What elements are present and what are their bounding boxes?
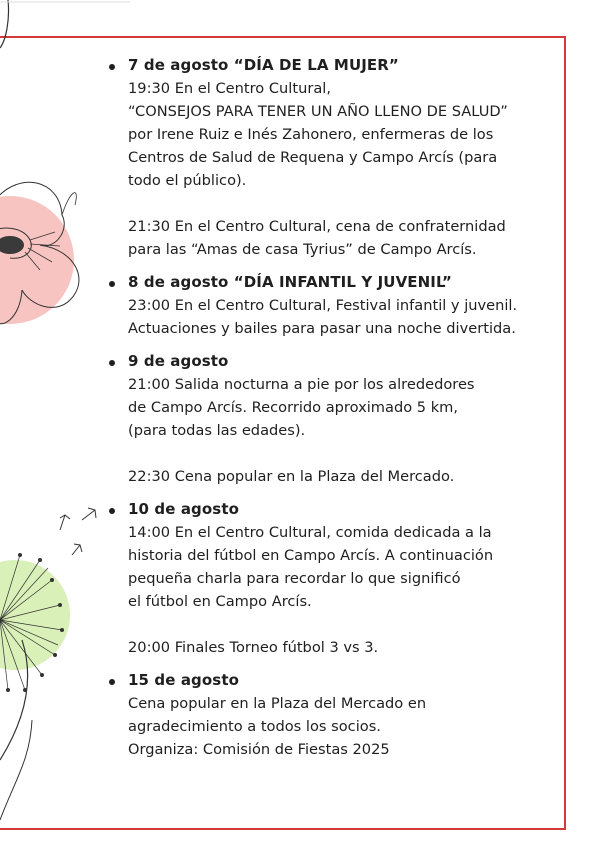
- event-line: “CONSEJOS PARA TENER UN AÑO LLENO DE SALUD”: [128, 103, 508, 120]
- event-line: 23:00 En el Centro Cultural, Festival infantil y juvenil.: [128, 297, 518, 314]
- event-line: agradecimiento a todos los socios.: [128, 718, 381, 735]
- event-item: [106, 669, 566, 761]
- line-gap: [128, 192, 566, 215]
- event-line: todo el público).: [128, 172, 247, 189]
- event-line: 20:00 Finales Torneo fútbol 3 vs 3.: [128, 639, 379, 656]
- event-line: 19:30 En el Centro Cultural,: [128, 80, 331, 97]
- event-item: [106, 54, 566, 261]
- event-line: para las “Amas de casa Tyrius” de Campo Arcís.: [128, 241, 477, 258]
- event-line: 21:30 En el Centro Cultural, cena de confraternidad: [128, 218, 506, 235]
- event-line: el fútbol en Campo Arcís.: [128, 593, 312, 610]
- event-line: Cena popular en la Plaza del Mercado en: [128, 695, 427, 712]
- event-title: 7 de agosto “DÍA DE LA MUJER”: [128, 56, 399, 74]
- event-title: 8 de agosto “DÍA INFANTIL Y JUVENIL”: [128, 273, 452, 291]
- event-line: 14:00 En el Centro Cultural, comida dedicada a la: [128, 524, 492, 541]
- event-line: 22:30 Cena popular en la Plaza del Mercado.: [128, 468, 455, 485]
- dandelion-illustration: [0, 508, 96, 820]
- line-gap: [128, 613, 566, 636]
- event-item: [106, 498, 566, 659]
- event-line: Centros de Salud de Requena y Campo Arcís (para: [128, 149, 498, 166]
- line-gap: [128, 442, 566, 465]
- event-line: Actuaciones y bailes para pasar una noche divertida.: [128, 320, 516, 337]
- event-line: 21:00 Salida nocturna a pie por los alrededores: [128, 376, 475, 393]
- event-line: de Campo Arcís. Recorrido aproximado 5 km,: [128, 399, 459, 416]
- event-title: 10 de agosto: [128, 500, 239, 518]
- event-item: [106, 350, 566, 488]
- event-title: 15 de agosto: [128, 671, 239, 689]
- event-item: [106, 271, 566, 340]
- event-line: pequeña charla para recordar lo que significó: [128, 570, 461, 587]
- event-title: 9 de agosto: [128, 352, 229, 370]
- event-line: por Irene Ruiz e Inés Zahonero, enfermeras de los: [128, 126, 494, 143]
- event-line: (para todas las edades).: [128, 422, 306, 439]
- poppy-flower-illustration: [0, 182, 79, 324]
- event-line: Organiza: Comisión de Fiestas 2025: [128, 741, 390, 758]
- event-list: [106, 54, 566, 771]
- hanging-stem: [0, 0, 9, 48]
- event-line: historia del fútbol en Campo Arcís. A continuación: [128, 547, 494, 564]
